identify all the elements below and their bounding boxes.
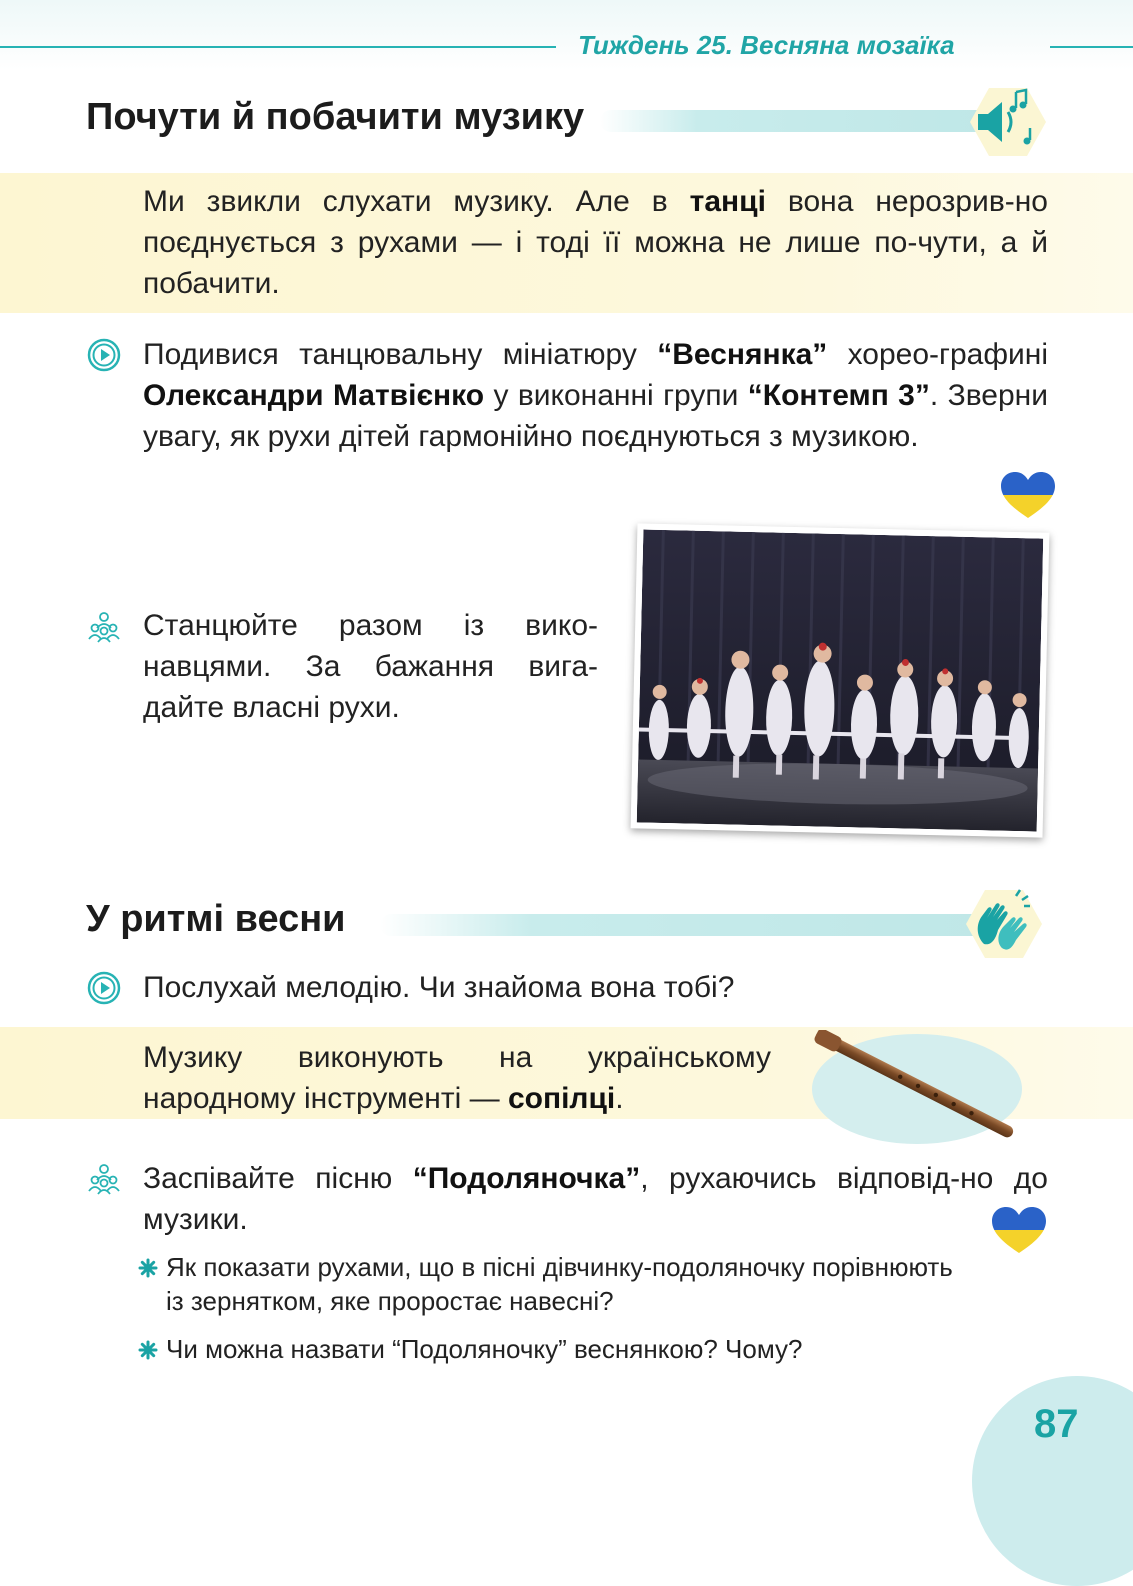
task-listen-melody: Послухай мелодію. Чи знайома вона тобі? <box>143 971 735 1004</box>
intro-text-bold: танці <box>689 185 766 218</box>
week-title: Тиждень 25. Весняна мозаїка <box>578 30 955 60</box>
play-icon[interactable] <box>87 971 121 1005</box>
info-text-c: . <box>615 1082 624 1115</box>
clapping-hands-icon <box>966 886 1042 962</box>
dance-photo <box>631 523 1050 837</box>
task-watch-dance <box>143 334 1048 457</box>
asterisk-icon <box>138 1258 158 1278</box>
sing-text-c: , рухаючись відповід-но до музики. <box>143 1162 1048 1236</box>
task-dance-together: Станцюйте разом із вико-навцями. За бажання вига-дайте власні рухи. <box>143 609 598 724</box>
question-2: Чи можна назвати “Подоляночку” веснянкою? Чому? <box>166 1334 803 1364</box>
asterisk-icon <box>138 1340 158 1360</box>
header-line-right <box>1050 46 1133 48</box>
section2-title-bar <box>380 914 990 936</box>
group-icon <box>87 1162 121 1196</box>
info-text-a: Музику виконують на українському народному інструменті — <box>143 1041 771 1115</box>
sing-text-a: Заспівайте пісню <box>143 1162 413 1195</box>
group-icon <box>87 610 121 644</box>
task1-text-g: . Зверни увагу, як рухи дітей гармонійно поєднуються з музикою. <box>143 379 1048 453</box>
task-sing-song <box>143 1158 1048 1240</box>
task1-text-c: хорео-графині <box>827 338 1048 371</box>
section-title-2: У ритмі весни <box>86 898 346 940</box>
song-title: “Подоляночка” <box>412 1162 641 1195</box>
sopilka-image <box>808 1030 1020 1140</box>
task1-text-e: у виконанні групи <box>484 379 748 412</box>
info-instrument: сопілці <box>507 1082 616 1115</box>
intro-paragraph <box>143 181 1048 304</box>
header-line-left <box>0 46 556 48</box>
dance-photo-image <box>637 530 1044 832</box>
play-icon[interactable] <box>87 338 121 372</box>
section-title-1: Почути й побачити музику <box>86 96 585 138</box>
task1-choreographer: Олександри Матвієнко <box>143 379 485 412</box>
task1-dance-title: “Веснянка” <box>657 338 828 371</box>
page-number: 87 <box>1034 1402 1079 1446</box>
intro-text-c: вона нерозрив-но поєднується з рухами — і тоді її можна не лише по-чути, а й побачити. <box>143 185 1048 300</box>
intro-text-a: Ми звикли слухати музику. Але в <box>143 185 690 218</box>
task1-group-name: “Контемп 3” <box>747 379 930 412</box>
ukraine-heart-icon <box>990 1205 1048 1255</box>
task1-text-a: Подивися танцювальну мініатюру <box>143 338 658 371</box>
speaker-music-icon <box>970 84 1046 160</box>
question-1: Як показати рухами, що в пісні дівчинку-подоляночку порівнюють із зернятком, яке проростає навесні? <box>166 1252 953 1316</box>
top-fade <box>0 0 1133 70</box>
section-title-bar <box>600 110 990 132</box>
ukraine-heart-icon <box>999 470 1057 520</box>
info-sopilka <box>143 1037 771 1119</box>
